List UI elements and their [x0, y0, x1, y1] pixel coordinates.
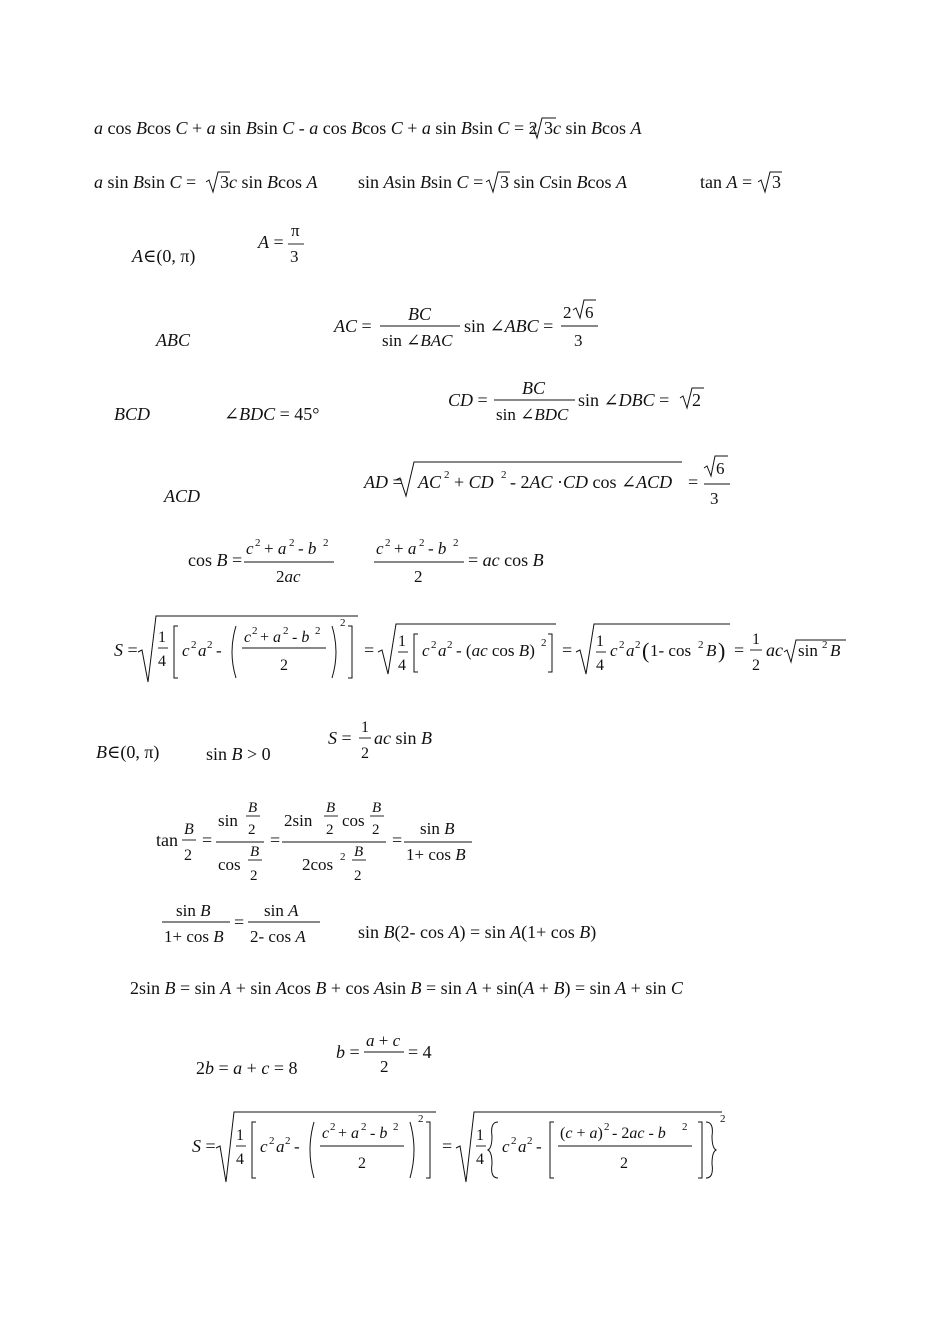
svg-text:2: 2: [444, 469, 450, 481]
svg-text:2: 2: [620, 1155, 628, 1172]
svg-text:A =: A =: [258, 232, 284, 252]
svg-text:2: 2: [372, 822, 380, 838]
svg-text:B: B: [706, 641, 717, 660]
svg-text:1+ cos B: 1+ cos B: [164, 927, 224, 946]
svg-text:+ a: + a: [338, 1125, 360, 1142]
formula-11: [78, 898, 638, 950]
formula-2: [78, 170, 798, 204]
svg-text:B∈(0, π): B∈(0, π): [96, 742, 160, 762]
svg-text:=: =: [202, 830, 213, 850]
svg-text:a: a: [276, 1137, 285, 1156]
formula-4: [78, 300, 618, 360]
svg-text:BC: BC: [522, 378, 546, 398]
svg-text:2sin B = sin A + sin Acos B +: 2sin B = sin A + sin Acos B + cos Asin B = sin A + sin(A + B) = sin A + sin C: [130, 978, 683, 998]
svg-text:B: B: [250, 844, 260, 860]
svg-text:2ac: 2ac: [276, 567, 301, 586]
svg-text:-: -: [536, 1137, 542, 1156]
formula-3: [78, 222, 338, 274]
svg-text:4: 4: [158, 653, 166, 670]
svg-text:c: c: [376, 539, 384, 558]
svg-text:ACD: ACD: [164, 486, 200, 506]
svg-text:+ a: + a: [260, 629, 282, 646]
svg-text:π: π: [291, 221, 300, 240]
svg-text:=: =: [364, 640, 375, 660]
svg-text:ac sin B: ac sin B: [374, 728, 433, 748]
svg-text:2: 2: [682, 1121, 688, 1133]
svg-text:B: B: [830, 641, 841, 660]
svg-text:2: 2: [330, 1121, 336, 1133]
svg-text:sin B > 0: sin B > 0: [206, 744, 271, 764]
svg-text:3: 3: [772, 172, 781, 192]
svg-text:2: 2: [453, 537, 459, 549]
svg-text:2: 2: [393, 1121, 399, 1133]
svg-text:2: 2: [340, 617, 346, 629]
svg-text:2: 2: [361, 745, 369, 762]
svg-text:cos: cos: [218, 855, 241, 874]
formula-8: [78, 612, 868, 696]
svg-text:- b: - b: [428, 539, 447, 558]
svg-text:S =: S =: [328, 728, 352, 748]
svg-text:BC: BC: [408, 304, 432, 324]
svg-text:tan A =: tan A =: [700, 172, 753, 192]
svg-text:2: 2: [418, 1113, 424, 1125]
formula-6: [78, 456, 758, 512]
svg-text:4: 4: [236, 1151, 244, 1168]
svg-text:B: B: [248, 800, 258, 816]
svg-text:= 4: = 4: [408, 1042, 432, 1062]
svg-text:1: 1: [236, 1127, 244, 1144]
svg-text:2: 2: [563, 303, 572, 322]
svg-text:c: c: [610, 641, 618, 660]
svg-text:3: 3: [710, 489, 719, 508]
svg-text:6: 6: [716, 459, 725, 478]
svg-text:3: 3: [290, 247, 299, 266]
svg-text:1+ cos B: 1+ cos B: [406, 845, 466, 864]
svg-text:2: 2: [280, 657, 288, 674]
svg-text:3: 3: [574, 331, 583, 350]
svg-text:a cos Bcos C + a sin Bsin C -: a cos Bcos C + a sin Bsin C - a cos Bcos C + a sin Bsin C = 2: [94, 118, 538, 138]
svg-text:2: 2: [248, 822, 256, 838]
svg-text:cos: cos: [342, 811, 365, 830]
formula-1: [78, 116, 698, 146]
svg-text:2: 2: [501, 469, 507, 481]
svg-text:sin: sin: [218, 811, 238, 830]
svg-text:sin B(2- cos A) = sin A(1+ cos: sin B(2- cos A) = sin A(1+ cos B): [358, 922, 597, 942]
svg-text:=: =: [734, 640, 745, 660]
svg-text:2sin: 2sin: [284, 811, 313, 830]
svg-text:2: 2: [340, 851, 346, 863]
svg-text:2: 2: [315, 625, 321, 637]
svg-text:sin B: sin B: [176, 901, 211, 920]
svg-text:1- cos: 1- cos: [650, 641, 692, 660]
svg-text:2: 2: [255, 537, 261, 549]
svg-text:2: 2: [541, 637, 547, 649]
svg-text:1: 1: [752, 631, 760, 648]
svg-text:(: (: [642, 638, 650, 663]
formula-10: [78, 794, 508, 894]
svg-text:=: =: [270, 830, 281, 850]
svg-text:2b = a + c = 8: 2b = a + c = 8: [196, 1058, 298, 1078]
svg-text:=: =: [562, 640, 573, 660]
svg-text:AC =: AC =: [334, 316, 372, 336]
svg-text:2: 2: [380, 1057, 389, 1076]
svg-text:a: a: [198, 641, 207, 660]
svg-text:b =: b =: [336, 1042, 360, 1062]
svg-text:=: =: [442, 1136, 453, 1156]
svg-text:2: 2: [419, 537, 425, 549]
svg-text:2: 2: [207, 639, 213, 651]
svg-text:2: 2: [354, 868, 362, 884]
svg-text:-: -: [294, 1137, 300, 1156]
svg-text:A∈(0, π): A∈(0, π): [132, 246, 196, 266]
svg-text:sin ∠DBC =: sin ∠DBC =: [578, 390, 670, 410]
formula-7: [78, 536, 578, 592]
svg-text:2: 2: [358, 1155, 366, 1172]
svg-text:2: 2: [191, 639, 197, 651]
svg-text:=: =: [234, 912, 245, 932]
svg-text:AD =: AD =: [364, 472, 403, 492]
svg-text:4: 4: [398, 657, 406, 674]
svg-text:a + c: a + c: [366, 1031, 401, 1050]
svg-text:2: 2: [184, 847, 192, 864]
svg-text:- b: - b: [370, 1125, 388, 1142]
svg-text:2: 2: [283, 625, 289, 637]
svg-text:- b: - b: [292, 629, 310, 646]
formula-13: [78, 1030, 458, 1084]
svg-text:CD =: CD =: [448, 390, 488, 410]
svg-text:1: 1: [476, 1127, 484, 1144]
svg-text:BCD: BCD: [114, 404, 150, 424]
svg-text:1: 1: [596, 633, 604, 650]
svg-text:2: 2: [326, 822, 334, 838]
svg-text:2: 2: [269, 1135, 275, 1147]
svg-text:ABC: ABC: [156, 330, 190, 350]
svg-text:c: c: [246, 539, 254, 558]
svg-text:sin A: sin A: [264, 901, 299, 920]
svg-text:a: a: [438, 641, 447, 660]
svg-text:B: B: [326, 800, 336, 816]
svg-text:- 2AC ·CD cos ∠ACD: - 2AC ·CD cos ∠ACD: [510, 472, 673, 492]
svg-text:2: 2: [752, 657, 760, 674]
svg-text:sin: sin: [798, 641, 818, 660]
svg-text:c: c: [182, 641, 190, 660]
svg-text:+ a: + a: [264, 539, 287, 558]
formula-9: [78, 716, 458, 768]
svg-text:2cos: 2cos: [302, 855, 334, 874]
svg-text:2: 2: [323, 537, 329, 549]
svg-text:sin B: sin B: [420, 819, 455, 838]
svg-text:∠BDC = 45°: ∠BDC = 45°: [224, 404, 320, 424]
svg-text:- b: - b: [298, 539, 317, 558]
svg-text:sin Asin Bsin C =: sin Asin Bsin C =: [358, 172, 484, 192]
svg-text:a: a: [626, 641, 635, 660]
formula-5: [78, 378, 718, 428]
svg-text:2: 2: [361, 1121, 367, 1133]
svg-text:sin ∠BAC: sin ∠BAC: [382, 331, 453, 350]
svg-text:a sin Bsin C =: a sin Bsin C =: [94, 172, 197, 192]
svg-text:2: 2: [250, 868, 258, 884]
svg-text:2: 2: [619, 639, 625, 651]
svg-text:S =: S =: [114, 640, 138, 660]
svg-text:c: c: [244, 629, 252, 646]
svg-text:sin ∠BDC: sin ∠BDC: [496, 405, 569, 424]
svg-text:2: 2: [635, 639, 641, 651]
svg-text:2: 2: [604, 1121, 610, 1133]
svg-text:=: =: [392, 830, 403, 850]
svg-text:sin ∠ABC =: sin ∠ABC =: [464, 316, 554, 336]
svg-text:): ): [718, 638, 726, 663]
svg-text:1: 1: [361, 719, 369, 736]
svg-text:2: 2: [511, 1135, 517, 1147]
svg-text:- (ac cos B): - (ac cos B): [456, 641, 535, 660]
formula-12: [78, 972, 718, 1006]
svg-text:-: -: [216, 641, 222, 660]
svg-text:1: 1: [398, 633, 406, 650]
svg-text:2: 2: [720, 1113, 726, 1125]
svg-text:2: 2: [698, 639, 704, 651]
svg-text:S =: S =: [192, 1136, 216, 1156]
svg-text:2: 2: [527, 1135, 533, 1147]
svg-text:(c + a): (c + a): [560, 1125, 603, 1142]
svg-text:2: 2: [289, 537, 295, 549]
svg-text:+ a: + a: [394, 539, 417, 558]
svg-text:3 sin Csin Bcos A: 3 sin Csin Bcos A: [500, 172, 628, 192]
svg-text:c: c: [260, 1137, 268, 1156]
svg-text:= ac cos B: = ac cos B: [468, 550, 544, 570]
svg-text:tan: tan: [156, 830, 178, 850]
svg-text:2: 2: [252, 625, 258, 637]
svg-text:ac: ac: [766, 640, 783, 660]
svg-text:1: 1: [158, 629, 166, 646]
svg-text:B: B: [184, 821, 194, 838]
svg-text:+ CD: + CD: [454, 472, 494, 492]
svg-text:2: 2: [285, 1135, 291, 1147]
svg-text:AC: AC: [418, 472, 442, 492]
svg-text:2: 2: [414, 567, 423, 586]
svg-text:6: 6: [585, 303, 594, 322]
svg-text:2: 2: [822, 639, 828, 651]
svg-text:B: B: [354, 844, 364, 860]
svg-text:cos B =: cos B =: [188, 550, 243, 570]
svg-text:2: 2: [692, 390, 701, 410]
svg-text:2: 2: [431, 639, 437, 651]
svg-text:2- cos A: 2- cos A: [250, 927, 306, 946]
svg-text:a: a: [518, 1137, 527, 1156]
svg-text:4: 4: [596, 657, 604, 674]
svg-text:c: c: [502, 1137, 510, 1156]
svg-text:3c sin Bcos A: 3c sin Bcos A: [220, 172, 318, 192]
svg-text:2: 2: [385, 537, 391, 549]
svg-text:- 2ac - b: - 2ac - b: [612, 1125, 666, 1142]
svg-text:4: 4: [476, 1151, 484, 1168]
formula-14: [78, 1106, 738, 1190]
svg-text:B: B: [372, 800, 382, 816]
svg-text:=: =: [688, 472, 699, 492]
svg-text:3c sin Bcos A: 3c sin Bcos A: [544, 118, 642, 138]
svg-text:c: c: [322, 1125, 330, 1142]
svg-text:c: c: [422, 641, 430, 660]
svg-text:2: 2: [447, 639, 453, 651]
